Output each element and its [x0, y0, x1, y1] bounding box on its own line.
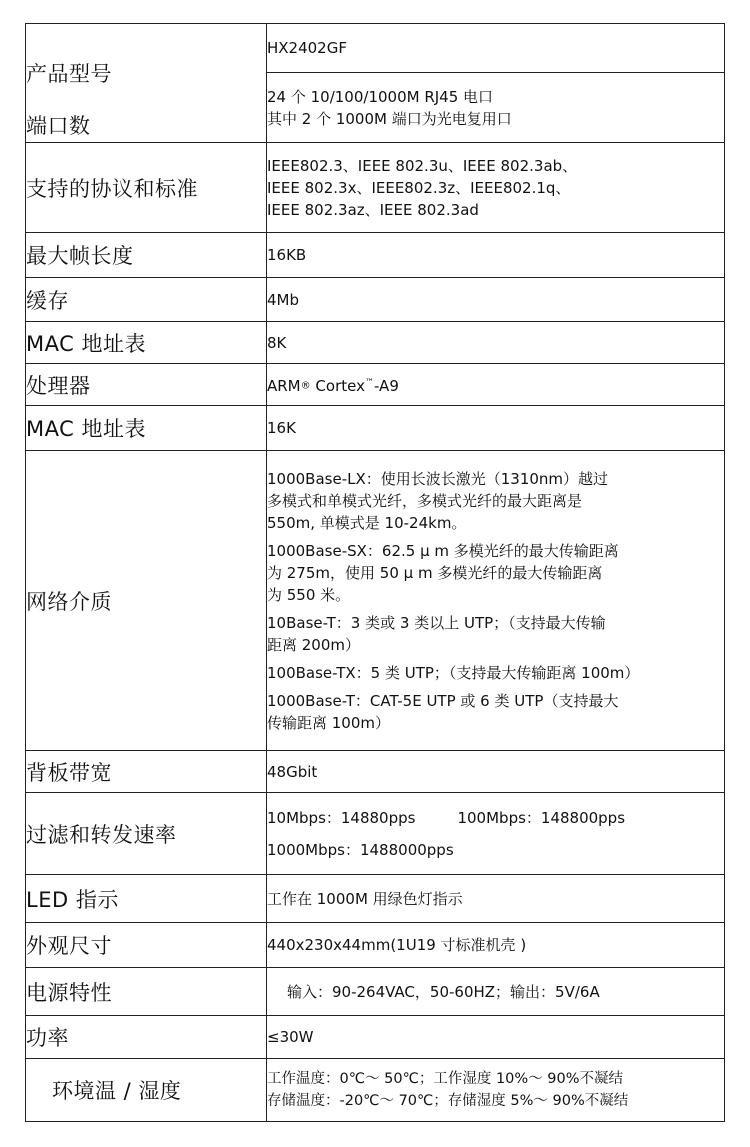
registered-mark: ®: [300, 380, 311, 392]
table-row: [26, 143, 725, 233]
media-line: 1000Base-SX：62.5 μ m 多模光纤的最大传输距离: [267, 541, 619, 560]
table-row: [26, 364, 725, 406]
row-label: 最大帧长度: [26, 233, 267, 278]
row-value: 48Gbit: [267, 751, 725, 793]
media-line: 1000Base-LX：使用长波长激光（1310nm）越过: [267, 469, 609, 488]
table-row: [26, 751, 725, 793]
row-label: 外观尺寸: [26, 923, 267, 968]
cpu-brand: ARM: [267, 376, 301, 395]
row-value: 4Mb: [267, 278, 725, 322]
media-line: 传输距离 100m）: [267, 713, 391, 732]
table-row: [26, 406, 725, 451]
media-line: 10Base-T：3 类或 3 类以上 UTP；（支持最大传输: [267, 613, 606, 632]
table-row: [26, 875, 725, 923]
protocol-line: IEEE802.3、IEEE 802.3u、IEEE 802.3ab、: [267, 156, 578, 175]
row-value: [267, 24, 725, 73]
media-line: 100Base-TX：5 类 UTP；（支持最大传输距离 100m）: [267, 663, 640, 682]
row-value: [267, 364, 725, 406]
media-line: 为 550 米。: [267, 585, 351, 604]
row-label: 端口数: [26, 114, 91, 138]
protocol-line: IEEE 802.3x、IEEE802.3z、IEEE802.1q、: [267, 178, 571, 197]
table-row: [26, 451, 725, 751]
row-label: LED 指示: [26, 875, 267, 923]
table-row: [26, 24, 725, 73]
row-label: 过滤和转发速率: [26, 793, 267, 875]
row-value: [267, 143, 725, 233]
row-value: 工作在 1000M 用绿色灯指示: [267, 875, 725, 923]
media-line: 1000Base-T：CAT-5E UTP 或 6 类 UTP（支持最大: [267, 691, 619, 710]
media-line: 多模式和单模式光纤，多模式光纤的最大距离是: [267, 491, 583, 510]
row-label: 电源特性: [26, 968, 267, 1016]
row-label: 环境温 / 湿度: [26, 1059, 267, 1122]
row-value: 16K: [267, 406, 725, 451]
table-row: [26, 233, 725, 278]
row-label: 缓存: [26, 278, 267, 322]
table-row: [26, 1016, 725, 1059]
model-value: HX2402GF: [267, 39, 347, 57]
row-value: 440x230x44mm(1U19 寸标准机壳 ): [267, 923, 725, 968]
row-label: 背板带宽: [26, 751, 267, 793]
media-line: 为 275m，使用 50 μ m 多模光纤的最大传输距离: [267, 563, 603, 582]
row-label: 处理器: [26, 364, 267, 406]
media-line: 距离 200m）: [267, 635, 361, 654]
trademark-mark: ™: [364, 377, 374, 388]
row-value: 8K: [267, 322, 725, 364]
table-row: [26, 1059, 725, 1122]
row-value: [267, 793, 725, 875]
env-line: 存储温度：-20℃～ 70℃；存储湿度 5%～ 90%不凝结: [267, 1093, 629, 1109]
row-label: 功率: [26, 1016, 267, 1059]
rate-1000m: 1000Mbps：1488000pps: [267, 840, 454, 859]
table-row: [26, 322, 725, 364]
table-row: [26, 793, 725, 875]
ports-line: 24 个 10/100/1000M RJ45 电口: [267, 87, 494, 106]
protocol-line: IEEE 802.3az、IEEE 802.3ad: [267, 200, 479, 219]
row-value: [267, 451, 725, 751]
table-row: [26, 923, 725, 968]
row-label: MAC 地址表: [26, 322, 267, 364]
rate-10m: 10Mbps：14880pps: [267, 808, 416, 827]
row-label: 产品型号: [26, 62, 112, 86]
cpu-name: Cortex: [315, 376, 365, 395]
spec-table: [25, 23, 725, 1122]
row-label: 网络介质: [26, 451, 267, 751]
cpu-model: -A9: [373, 376, 399, 395]
rate-100m: 100Mbps：148800pps: [457, 808, 626, 827]
row-value: 16KB: [267, 233, 725, 278]
table-row: [26, 968, 725, 1016]
media-line: 550m, 单模式是 10-24km。: [267, 513, 467, 532]
table-row: [26, 278, 725, 322]
row-value: ≤30W: [267, 1016, 725, 1059]
ports-line: 其中 2 个 1000M 端口为光电复用口: [267, 109, 512, 128]
label-model-ports: [26, 24, 267, 143]
row-label: MAC 地址表: [26, 406, 267, 451]
env-line: 工作温度：0℃～ 50℃；工作湿度 10%～ 90%不凝结: [267, 1071, 624, 1087]
row-value: 输入：90-264VAC，50-60HZ；输出：5V/6A: [267, 968, 725, 1016]
row-value: [267, 73, 725, 143]
row-value: [267, 1059, 725, 1122]
row-label: 支持的协议和标准: [26, 143, 267, 233]
